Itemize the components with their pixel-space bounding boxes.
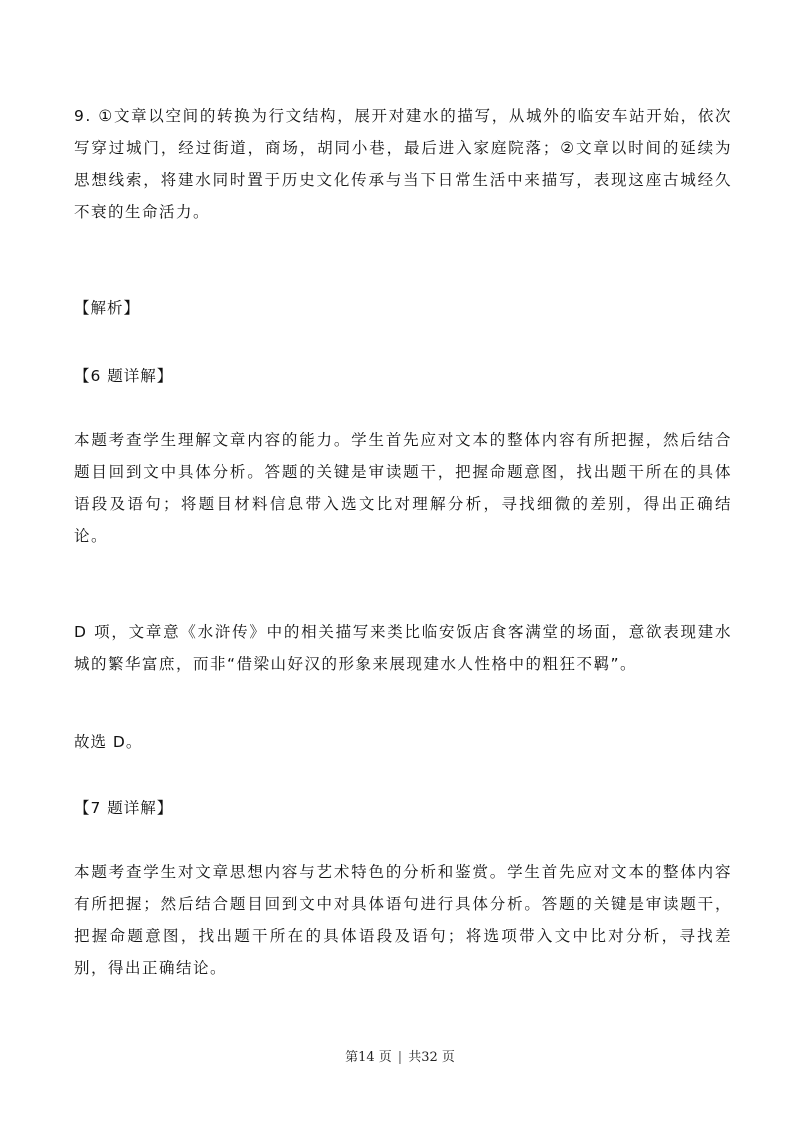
q6-heading: 【6 题详解】 [74, 367, 174, 385]
q6-conclusion: 故选 D。 [74, 733, 143, 751]
q7-heading: 【7 题详解】 [74, 799, 174, 817]
analysis-heading: 【解析】 [74, 299, 141, 317]
page-total: 共32 页 [408, 1050, 455, 1065]
page-footer [0, 1046, 800, 1065]
q6-paragraph-2: D 项，文章意《水浒传》中的相关描写来类比临安饭店食客满堂的场面，意欲表现建水城的繁华富庶，而非“借梁山好汉的形象来展现建水人性格中的粗狂不羁”。 [74, 623, 732, 673]
page-number: 第14 页 [345, 1050, 392, 1065]
footer-separator: | [397, 1050, 403, 1065]
q7-paragraph-1: 本题考查学生对文章思想内容与艺术特色的分析和鉴赏。学生首先应对文本的整体内容有所把握；然后结合题目回到文中对具体语句进行具体分析。答题的关键是审读题干，把握命题意图，找出题干所在的具体语段及语句；将选项带入文中比对分析，寻找差别，得出正确结论。 [74, 863, 732, 977]
answer-9-text: 9. ①文章以空间的转换为行文结构，展开对建水的描写，从城外的临安车站开始，依次写穿过城门，经过街道，商场，胡同小巷，最后进入家庭院落；②文章以时间的延续为思想线索，将建水同时置于历史文化传承与当下日常生活中来描写，表现这座古城经久不衰的生命活力。 [74, 107, 732, 221]
q6-paragraph-1: 本题考查学生理解文章内容的能力。学生首先应对文本的整体内容有所把握，然后结合题目回到文中具体分析。答题的关键是审读题干，把握命题意图，找出题干所在的具体语段及语句；将题目材料信息带入选文比对理解分析，寻找细微的差别，得出正确结论。 [74, 431, 732, 545]
